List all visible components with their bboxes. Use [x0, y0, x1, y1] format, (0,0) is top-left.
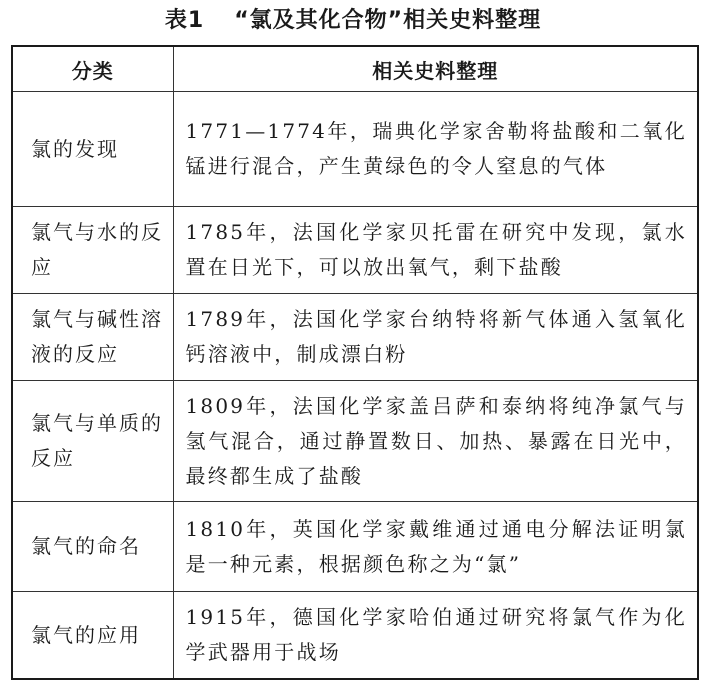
category-cell: 氯气与碱性溶液的反应	[12, 294, 173, 381]
table-row	[12, 502, 698, 592]
content-cell: 1810年，英国化学家戴维通过通电分解法证明氯是一种元素，根据颜色称之为“氯”	[173, 502, 698, 592]
category-cell: 氯气的命名	[12, 502, 173, 592]
table-title: “氯及其化合物”相关史料整理	[234, 8, 542, 33]
history-table	[11, 45, 699, 680]
content-cell: 1915年，德国化学家哈伯通过研究将氯气作为化学武器用于战场	[173, 592, 698, 680]
category-cell: 氯气的应用	[12, 592, 173, 680]
content-cell: 1789年，法国化学家台纳特将新气体通入氢氧化钙溶液中，制成漂白粉	[173, 294, 698, 381]
category-cell: 氯气与水的反应	[12, 207, 173, 294]
table-number: 表1	[164, 8, 205, 33]
category-cell: 氯气与单质的反应	[12, 381, 173, 502]
header-category: 分类	[12, 46, 173, 92]
content-cell: 1771—1774年，瑞典化学家舍勒将盐酸和二氧化锰进行混合，产生黄绿色的令人窒息的气体	[173, 92, 698, 207]
category-cell: 氯的发现	[12, 92, 173, 207]
table-caption	[0, 6, 706, 36]
table-row	[12, 294, 698, 381]
table-row	[12, 592, 698, 680]
content-cell: 1809年，法国化学家盖吕萨和泰纳将纯净氯气与氢气混合，通过静置数日、加热、暴露在日光中，最终都生成了盐酸	[173, 381, 698, 502]
table-row	[12, 92, 698, 207]
table-row	[12, 381, 698, 502]
table-row	[12, 207, 698, 294]
header-content: 相关史料整理	[173, 46, 698, 92]
content-cell: 1785年，法国化学家贝托雷在研究中发现，氯水置在日光下，可以放出氧气，剩下盐酸	[173, 207, 698, 294]
header-row	[12, 46, 698, 92]
